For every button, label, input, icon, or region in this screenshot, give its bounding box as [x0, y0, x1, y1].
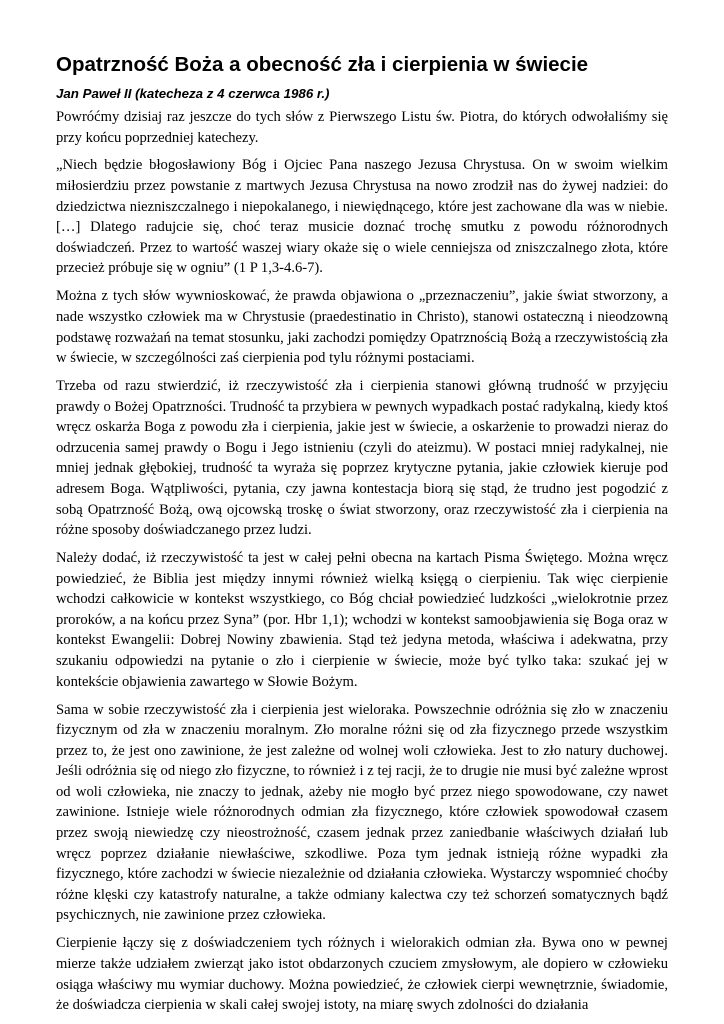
- paragraph: Należy dodać, iż rzeczywistość ta jest w całej pełni obecna na kartach Pisma Świętego. Można wręcz powiedzieć, że Biblia jest między innymi również wielką księgą o cierpieniu. Tak więc cierpienie wchodzi całkowicie w kontekst wszystkiego, co Bóg chciał powiedzieć ludzkości „wielokrotnie przez proroków, a na końcu przez Syna” (por. Hbr 1,1); wchodzi w kontekst samoobjawienia się Boga oraz w kontekst Ewangelii: Dobrej Nowiny zbawienia. Stąd też jedyna metoda, właściwa i adekwatna, przy szukaniu odpowiedzi na pytanie o zło i cierpienie w świecie, może być tylko taka: szukać jej w kontekście objawienia zawartego w Słowie Bożym.: [56, 550, 668, 690]
- paragraph: „Niech będzie błogosławiony Bóg i Ojciec Pana naszego Jezusa Chrystusa. On w swoim wielkim miłosierdziu przez powstanie z martwych Jezusa Chrystusa na nowo zrodził nas do żywej nadziei: do dziedzictwa niezniszczalnego i niepokalanego, i niewiędnącego, które jest zachowane dla was w niebie. […] Dlatego radujcie się, choć teraz musicie doznać trochę smutku z powodu różnorodnych doświadczeń. Przez to wartość waszej wiary okaże się o wiele cenniejsza od zniszczalnego złota, które przecież próbuje się w ogniu” (1 P 1,3-4.6-7).: [56, 157, 668, 277]
- document-author: Jan Paweł II (katecheza z 4 czerwca 1986 r.): [56, 86, 330, 101]
- document-page: [56, 51, 668, 1023]
- paragraph: Cierpienie łączy się z doświadczeniem tych różnych i wielorakich odmian zła. Bywa ono w pewnej mierze także udziałem zwierząt jako istot obdarzonych czuciem zmysłowym, ale dopiero w człowieku osiąga właściwy mu wymiar duchowy. Można powiedzieć, że człowiek cierpi wewnętrznie, świadomie, że doświadcza cierpienia w skali całej swojej istoty, na miarę swych zdolności do działania: [56, 935, 668, 1014]
- paragraph: Można z tych słów wywnioskować, że prawda objawiona o „przeznaczeniu”, jakie świat stworzony, a nade wszystko człowiek ma w Chrystusie (praedestinatio in Christo), stanowi ostateczną i nieodzowną podstawę rozważań na temat stosunku, jaki zachodzi pomiędzy Opatrznością Bożą a rzeczywistością zła w świecie, w szczególności zaś cierpienia pod tylu różnymi postaciami.: [56, 288, 668, 367]
- paragraph: Powróćmy dzisiaj raz jeszcze do tych słów z Pierwszego Listu św. Piotra, do których odwołaliśmy się przy końcu poprzedniej katechezy.: [56, 109, 668, 146]
- document-title: Opatrzność Boża a obecność zła i cierpienia w świecie: [56, 53, 589, 76]
- paragraph: Trzeba od razu stwierdzić, iż rzeczywistość zła i cierpienia stanowi główną trudność w przyjęciu prawdy o Bożej Opatrzności. Trudność ta przybiera w pewnych wypadkach postać radykalną, kiedy ktoś wręcz oskarża Boga z powodu zła i cierpienia, jakie jest w świecie, a oskarżenie to prowadzi nieraz do odrzucenia samej prawdy o Bogu i Jego istnieniu (czyli do ateizmu). W postaci mniej radykalnej, nie mniej jednak głębokiej, trudność ta wyraża się poprzez krytyczne pytania, jakie człowiek kieruje pod adresem Boga. Wątpliwości, pytania, czy jawna kontestacja biorą się stąd, że trudno jest pogodzić z sobą Opatrzność Bożą, ową ojcowską troskę o świat stworzony, oraz rzeczywistość zła i cierpienia na różne sposoby doświadczanego przez ludzi.: [56, 378, 668, 539]
- paragraph: Sama w sobie rzeczywistość zła i cierpienia jest wieloraka. Powszechnie odróżnia się zło w znaczeniu fizycznym od zła w znaczeniu moralnym. Zło moralne różni się od zła fizycznego przede wszystkim przez to, że jest ono zawinione, że jest zależne od wolnej woli człowieka. Jest to zło natury duchowej. Jeśli odróżnia się od niego zło fizyczne, to również i z tej racji, że to drugie nie musi być zależne wprost od woli człowieka, nie znaczy to jednak, ażeby nie mogło być przez niego spowodowane, czy nawet zawinione. Istnieje wiele różnorodnych odmian zła fizycznego, które człowiek spowodował czasem przez swoją niewiedzę czy nieostrożność, czasem jednak przez zaniedbanie właściwych działań lub wręcz poprzez działanie niewłaściwe, szkodliwe. Poza tym jednak istnieją różne wypadki zła fizycznego, które zachodzi w świecie niezależnie od działania człowieka. Wystarczy wspomnieć choćby różne klęski czy katastrofy naturalne, a także odmiany kalectwa czy też schorzeń somatycznych bądź psychicznych, nie zawinione przez człowieka.: [56, 701, 668, 924]
